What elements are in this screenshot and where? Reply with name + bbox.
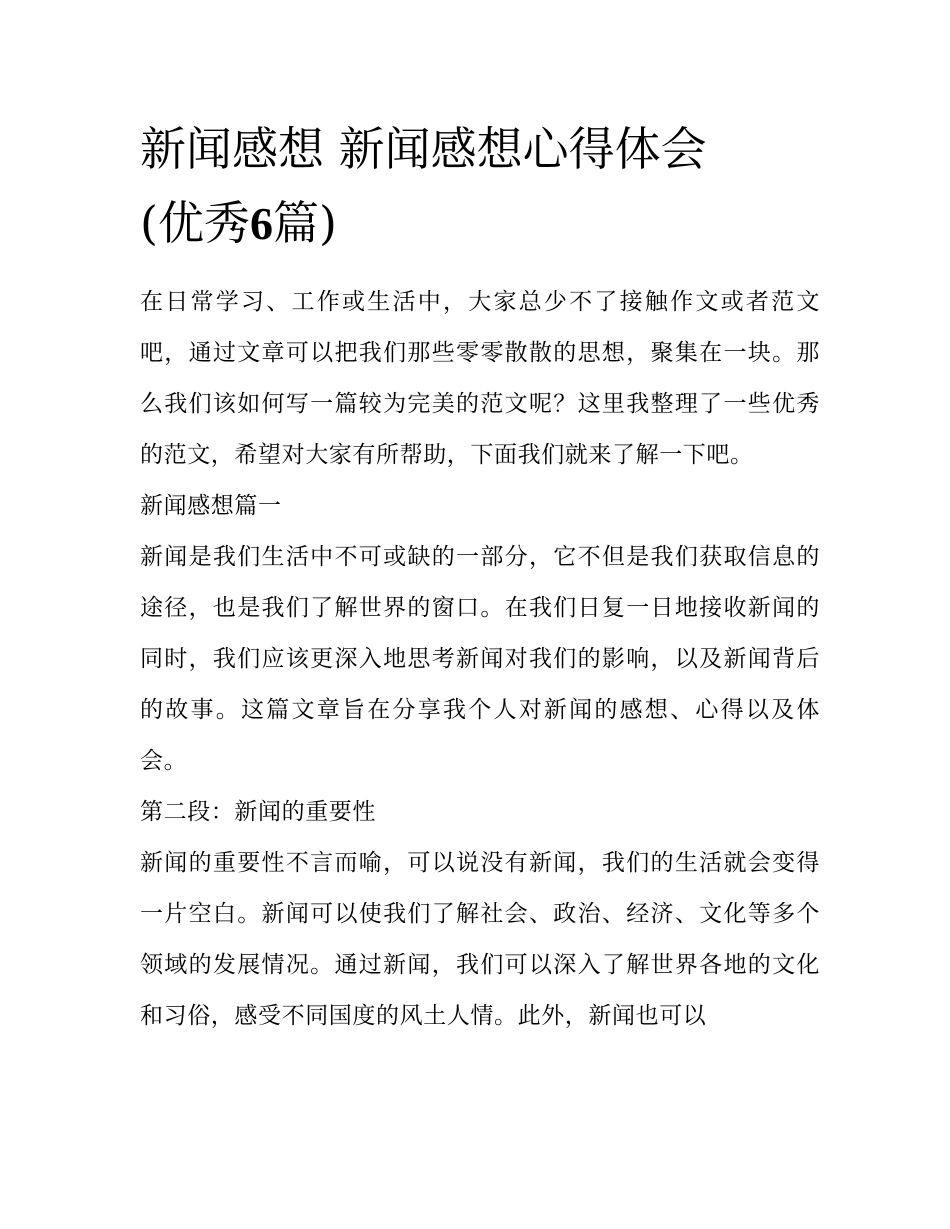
title-line-2-suffix: 篇) bbox=[272, 196, 337, 250]
document-title bbox=[140, 112, 820, 261]
title-line-2-prefix: (优秀 bbox=[140, 196, 250, 250]
intro-paragraph: 在日常学习、工作或生活中，大家总少不了接触作文或者范文吧，通过文章可以把我们那些零零散散的思想，聚集在一块。那么我们该如何写一篇较为完美的范文呢？这里我整理了一些优秀的范文，希望对大家有所帮助，下面我们就来了解一下吧。 bbox=[140, 289, 820, 468]
body-paragraph: 新闻是我们生活中不可或缺的一部分，它不但是我们获取信息的途径，也是我们了解世界的窗口。在我们日复一日地接收新闻的同时，我们应该更深入地思考新闻对我们的影响，以及新闻背后的故事。这篇文章旨在分享我个人对新闻的感想、心得以及体会。 bbox=[140, 544, 820, 774]
document-body bbox=[140, 277, 820, 1042]
section-heading-importance: 第二段：新闻的重要性 bbox=[140, 799, 376, 825]
body-paragraph: 新闻的重要性不言而喻，可以说没有新闻，我们的生活就会变得一片空白。新闻可以使我们了解社会、政治、经济、文化等多个领域的发展情况。通过新闻，我们可以深入了解世界各地的文化和习俗，感受不同国度的风土人情。此外，新闻也可以 bbox=[140, 850, 820, 1029]
document-page bbox=[140, 112, 820, 1042]
title-line-2-number: 6 bbox=[249, 198, 273, 249]
section-heading-part-one: 新闻感想篇一 bbox=[140, 493, 282, 519]
title-line-1: 新闻感想 新闻感想心得体会 bbox=[140, 122, 707, 176]
